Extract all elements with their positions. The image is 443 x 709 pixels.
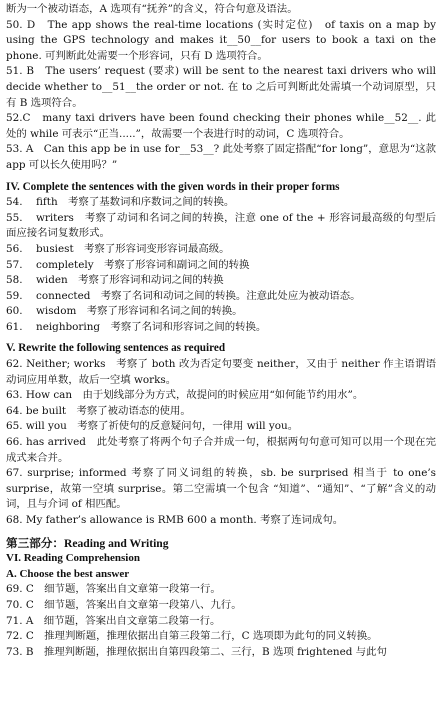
answer-57: 57. completely 考察了形容词和副词之间的转换 xyxy=(6,258,250,271)
reading-heading: VI. Reading Comprehension xyxy=(6,552,140,565)
section-heading-v: V. Rewrite the following sentences as required xyxy=(6,342,226,355)
answer-51: 51. B The users’ request (要求) will be sent to the nearest taxi drivers who will decide whether to__51__the order or not. 在 to 之后可判断此处需填一个动词原型，只有 B 选项符合。 xyxy=(6,65,436,109)
answer-60: 60. wisdom 考察了形容词和名词之间的转换。 xyxy=(6,305,243,318)
answer-55: 55. writers 考察了动词和名词之间的转换，注意 one of the + 形容词最高级的句型后面应接名词复数形式。 xyxy=(6,211,436,240)
answer-53: 53. A Can this app be in use for__53__? 此处考察了固定搭配“for long”，意思为“这款 app 可以长久使用吗？” xyxy=(6,143,436,171)
answer-67: 67. surprise; informed 考察了同义词组的转换，sb. be surprised 相当于 to one’s surprise，故第一空填 surprise。第二空需填一个包含 “知道”、“通知”、“了解”含义的动词，且与介词 of 相匹配。 xyxy=(6,467,436,511)
subsection-heading: A. Choose the best answer xyxy=(6,567,130,580)
answer-58: 58. widen 考察了形容词和动词之间的转换 xyxy=(6,274,224,287)
answer-65: 65. will you 考察了祈使句的反意疑问句，一律用 will you。 xyxy=(6,420,299,433)
paragraph-line: 断为一个被动语态，A 选项有“抚养”的含义，符合句意及语法。 xyxy=(6,3,298,15)
part-heading: 第三部分：Reading and Writing xyxy=(6,536,169,550)
answer-56: 56. busiest 考察了形容词变形容词最高级。 xyxy=(6,242,230,255)
answer-54: 54. fifth 考察了基数词和序数词之间的转换。 xyxy=(6,196,235,209)
answer-73: 73. B 推理判断题，推理依据出自第四段第二、三行，B 选项 frightened 与此句 xyxy=(6,645,387,658)
answer-72: 72. C 推理判断题，推理依据出自第三段第二行，C 选项即为此句的同义转换。 xyxy=(6,630,378,643)
answer-50: 50. D The app shows the real-time locations (实时定位) of taxis on a map by using the GPS technology and makes it__50__for users to book a taxi on the phone. 可判断此处需要一个形容词，只有 D 选项符合。 xyxy=(6,18,436,62)
answer-62: 62. Neither; works 考察了 both 改为否定句要变 neither，又由于 neither 作主语谓语动词应用单数，故后一空填 works。 xyxy=(6,358,436,386)
answer-66: 66. has arrived 此处考察了将两个句子合并成一句，根据两句句意可知可以用一个现在完成式来合并。 xyxy=(6,436,436,464)
section-iv-list xyxy=(6,195,436,335)
answer-63: 63. How can 由于划线部分为方式，故提问的时候应用“如何能节约用水”。 xyxy=(6,389,364,402)
answer-61: 61. neighboring 考察了名词和形容词之间的转换。 xyxy=(6,320,267,333)
section-heading-iv: IV. Complete the sentences with the given words in their proper forms xyxy=(6,180,340,193)
answer-69: 69. C 细节题，答案出自文章第一段第一行。 xyxy=(6,583,221,596)
answer-59: 59. connected 考察了名词和动词之间的转换。注意此处应为被动语态。 xyxy=(6,289,361,302)
answer-52: 52.C many taxi drivers have been found checking their phones while__52__. 此处的 while 可表示“正当.....”，故需要一个表进行时的动词，C 选项符合。 xyxy=(6,112,436,140)
answer-71: 71. A 细节题，答案出自文章第二段第一行。 xyxy=(6,614,221,627)
answer-68: 68. My father’s allowance is RMB 600 a month. 考察了连词成句。 xyxy=(6,514,344,526)
part3-list xyxy=(6,582,436,660)
answer-64: 64. be built 考察了被动语态的使用。 xyxy=(6,404,191,417)
section-v-list xyxy=(6,357,436,529)
answer-70: 70. C 细节题，答案出自文章第一段第八、九行。 xyxy=(6,598,242,611)
top-answers xyxy=(6,2,436,174)
